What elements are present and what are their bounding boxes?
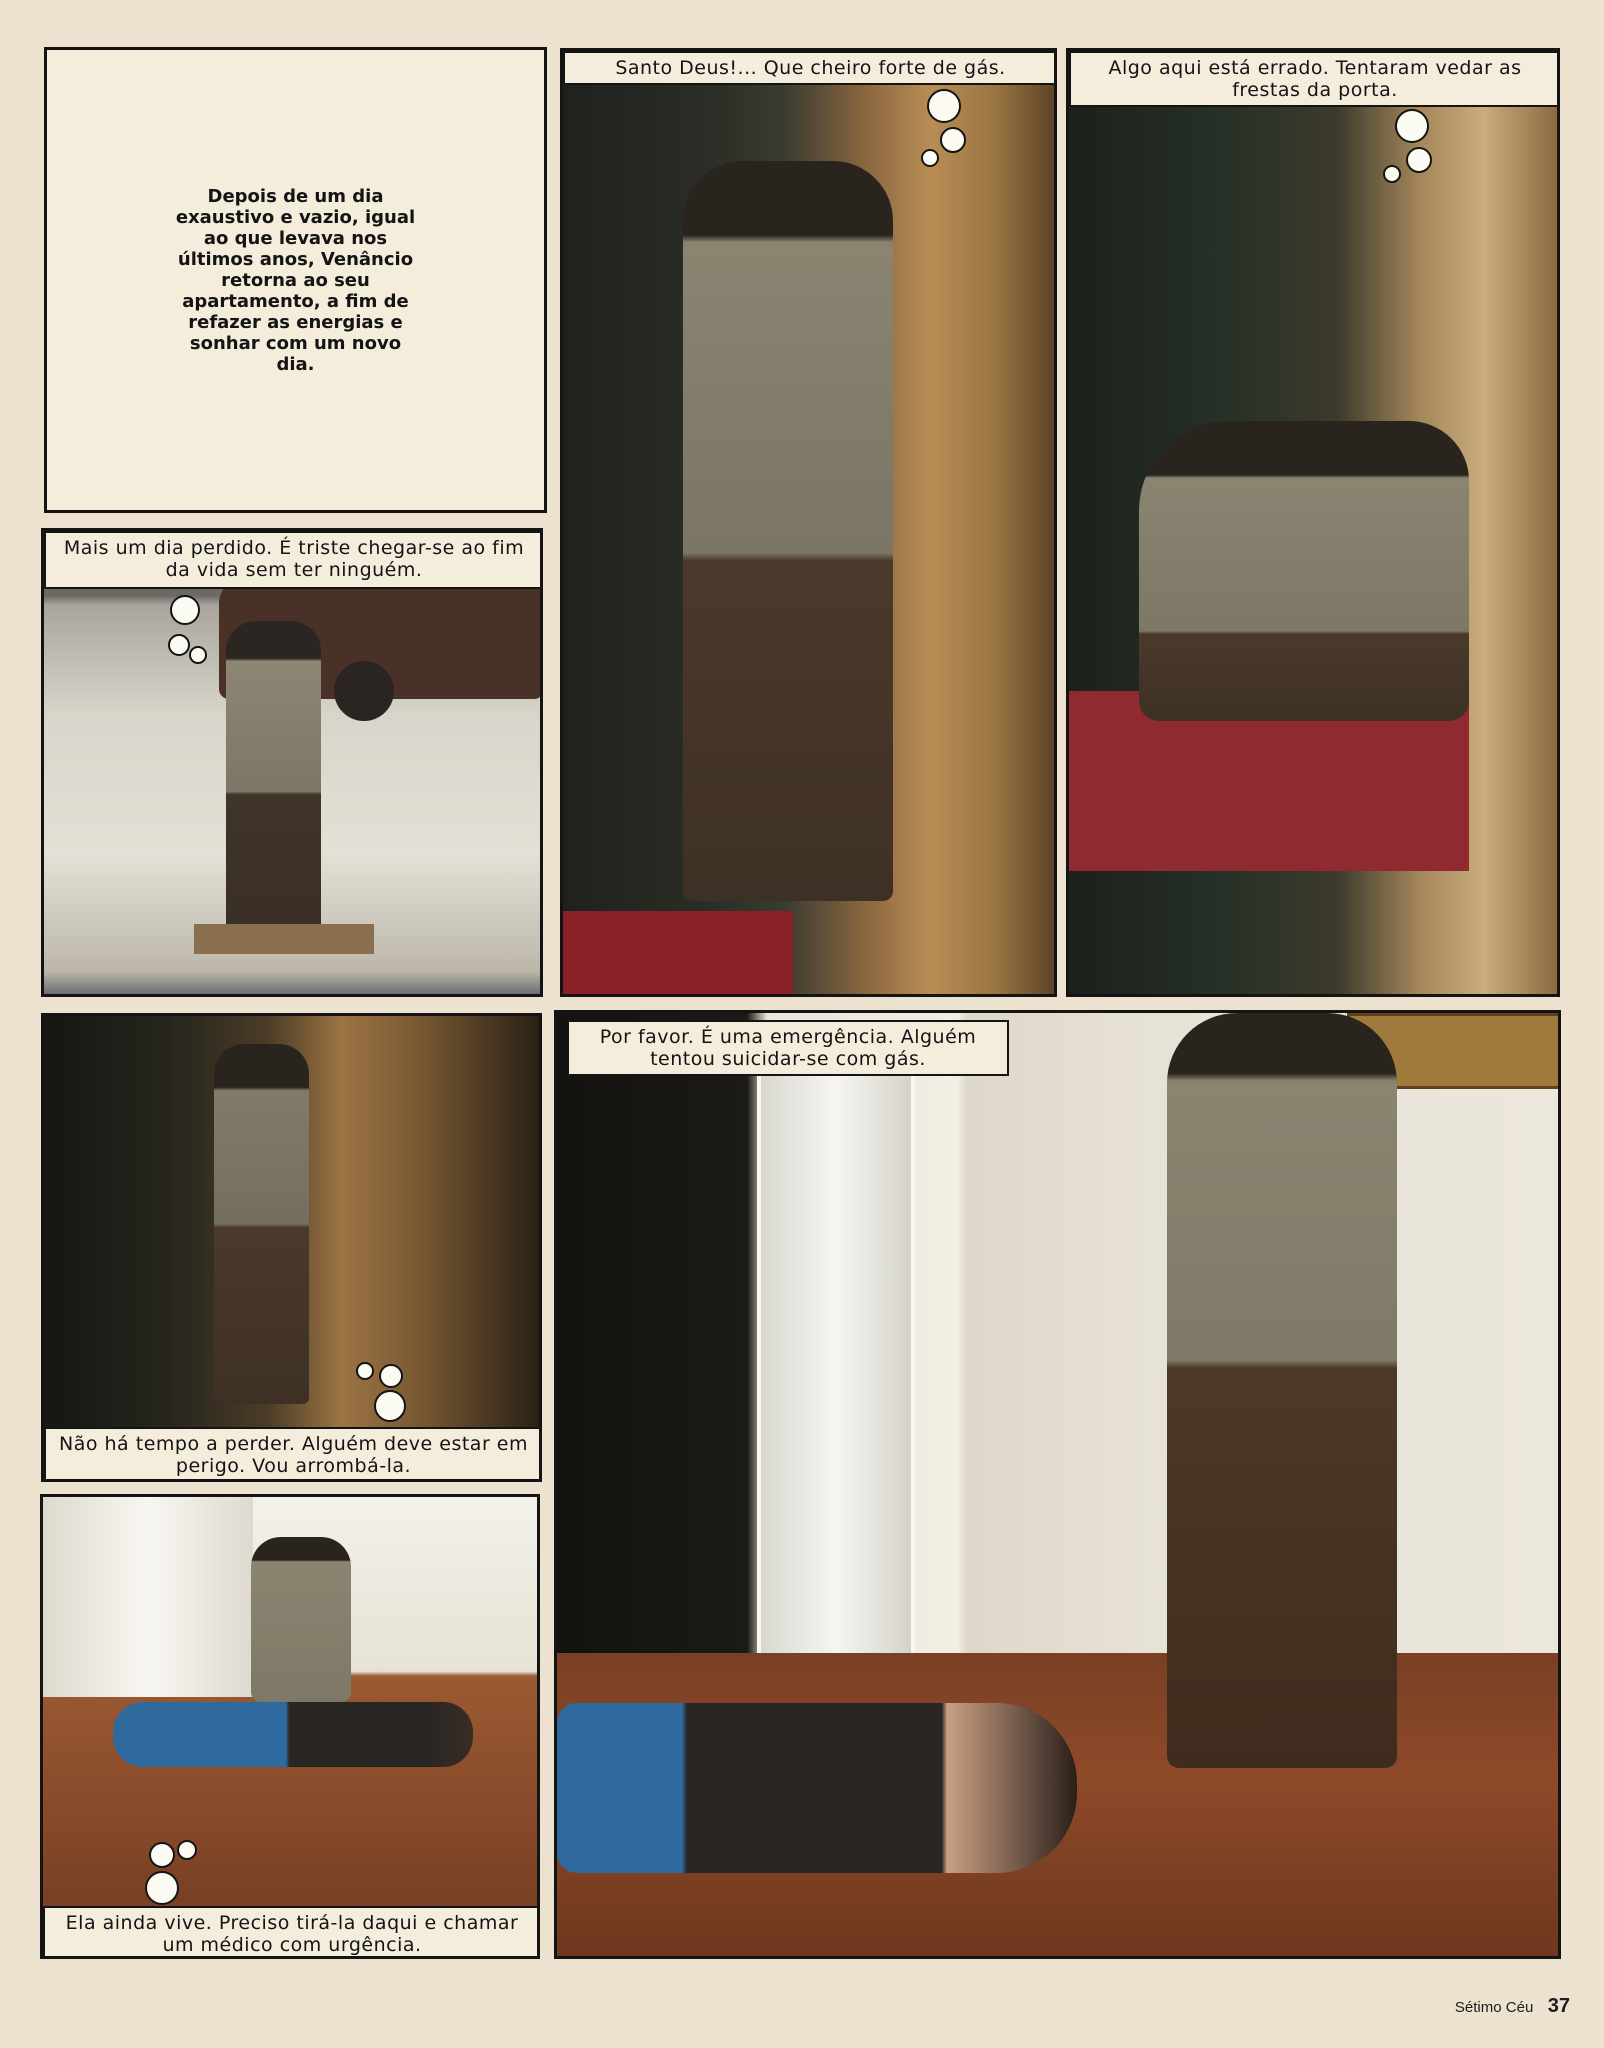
thought-bubble [1406,147,1432,173]
photo-street-entrance [44,531,540,994]
panel-still-alive [40,1494,540,1959]
red-carpet [563,911,793,997]
caption-force-door-text: Não há tempo a perder. Alguém deve estar em perigo. Vou arrombá-la. [59,1433,528,1477]
man-figure [251,1537,351,1702]
narration-text: Depois de um dia exaustivo e vazio, igual ao que levava nos últimos anos, Venâncio retorna ao seu apartamento, a fim de refazer as energias e sonhar com um novo dia. [175,185,416,375]
photo-door-floor [1069,51,1557,994]
caption-emergency-text: Por favor. É uma emergência. Alguém tentou suicidar-se com gás. [599,1026,977,1070]
panel-force-door [41,1013,542,1482]
panel-emergency-call [554,1010,1561,1959]
caption-emergency [567,1020,1009,1076]
caption-arrival [44,531,543,589]
woman-on-floor [113,1702,473,1767]
thought-bubble [379,1364,403,1388]
caption-door-check-text: Algo aqui está errado. Tentaram vedar as frestas da porta. [1108,57,1522,101]
man-figure [1167,1013,1397,1768]
man-figure [683,161,893,901]
thought-bubble [1383,165,1401,183]
thought-bubble [149,1842,175,1868]
thought-bubble [921,149,939,167]
photo-dark-corridor [44,1016,539,1479]
window-curtain [43,1497,253,1697]
narration-box [47,50,544,510]
panel-hallway-gas [560,48,1057,997]
woman-on-floor [557,1703,1077,1873]
thought-bubble [145,1871,179,1905]
page-footer [1455,1995,1570,2018]
man-figure [214,1044,309,1404]
thought-bubble [940,127,966,153]
caption-door-check [1069,51,1560,107]
door-window [757,1068,915,1676]
thought-bubble [356,1362,374,1380]
panel-arrival [41,528,543,997]
thought-bubble [374,1390,406,1422]
caption-hallway [563,51,1057,85]
thought-bubble [168,634,190,656]
thought-bubble [189,646,207,664]
caption-still-alive [43,1906,540,1959]
thought-bubble [177,1840,197,1860]
panel-narration [44,47,547,513]
doormat [194,924,374,954]
caption-still-alive-text: Ela ainda vive. Preciso tirá-la daqui e chamar um médico com urgência. [65,1912,519,1956]
caption-arrival-text: Mais um dia perdido. É triste chegar-se ao fim da vida sem ter ninguém. [63,537,525,581]
thought-bubble [927,89,961,123]
photo-hallway [563,51,1054,994]
photo-woman-floor [43,1497,537,1956]
man-figure [226,621,321,931]
caption-hallway-text: Santo Deus!... Que cheiro forte de gás. [615,57,1006,79]
page-number: 37 [1547,1995,1570,2017]
panel-door-check [1066,48,1560,997]
man-figure [1139,421,1469,721]
thought-bubble [1395,109,1429,143]
caption-force-door [44,1427,542,1482]
car-wheel [334,661,394,721]
photo-apartment-room [557,1013,1558,1956]
thought-bubble [170,595,200,625]
magazine-name: Sétimo Céu [1454,1999,1534,2016]
